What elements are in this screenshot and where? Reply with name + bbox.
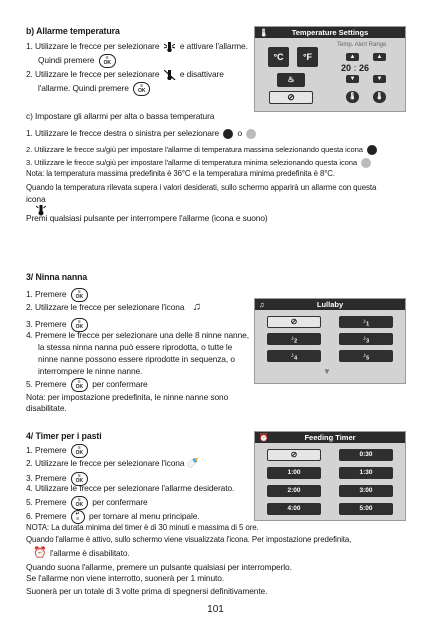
fahrenheit-button[interactable]: °F [297,47,318,67]
section-c-para2: icona [26,194,46,204]
alarm-clock-icon: ⏰ [33,547,47,559]
music-note-icon: ♫ [259,300,265,309]
ok-icon: ≡ OK [71,288,88,302]
section-4-line1: 1. Premere ≡ OK [26,444,90,458]
timer-off-button[interactable]: ⊘ [267,449,321,461]
scroll-down-arrow-icon[interactable]: ▼ [323,367,331,376]
ok-icon: ≡ OK [71,444,88,458]
disable-alarm-button[interactable]: ⊘ [269,91,313,104]
section-3-line4d: interrompere le ninne nanne. [38,366,143,376]
section-3-heading: 3/ Ninna nanna [26,272,88,282]
section-4-note5: Se l'allarme non viene interrotto, suonerà per 1 minuto. [26,573,225,583]
low-temp-icon [361,158,371,168]
section-3-line4c: ninne nanne possono essere riprodotte in sequenza, o [38,354,235,364]
section-4-line6: 6. Premere ↵ ≡ per tornare al menu principale. [26,511,200,522]
section-3-note1: Nota: per impostazione predefinita, le ninne nanne sono [26,392,229,402]
section-3-line2: 2. Utilizzare le frecce per selezionare l'icona ♫ [26,301,201,313]
timer-option-3-00[interactable]: 3:00 [339,485,393,497]
min-up-arrow[interactable]: ▲ [346,53,359,61]
section-c-line1: 1. Utilizzare le frecce destra o sinistra per selezionare o [26,128,258,139]
temperature-settings-title: 🌡 Temperature Settings [255,27,405,38]
section-4-note6: Suonerà per un totale di 3 volte prima di spegnersi definitivamente. [26,586,268,596]
ok-icon: ≡ OK [99,54,116,68]
section-3-note2: disabilitate. [26,403,67,413]
low-temp-icon[interactable]: 🌡 [373,91,386,103]
min-down-arrow[interactable]: ▼ [346,75,359,83]
thermometer-alarm-off-icon [164,70,176,80]
section-c-line2: 2. Utilizzare le frecce su/giù per impostare l'allarme di temperatura massima selezionando questa icona [26,144,379,155]
timer-option-2-00[interactable]: 2:00 [267,485,321,497]
lullaby-track-4[interactable]: $♪_4$ [267,350,321,362]
section-4-line4: 4. Utilizzare le frecce per selezionare l'allarme desiderato. [26,483,235,493]
lullaby-title: ♫ Lullaby [255,299,405,310]
section-4-note4: Quando suona l'allarme, premere un pulsante qualsiasi per interromperlo. [26,562,292,572]
ok-icon: ≡ OK [71,496,88,510]
section-c-heading: c) Impostare gli allarmi per alta o bassa temperatura [26,111,215,121]
ok-icon: ≡ OK [71,472,88,486]
section-4-line3: 3. Premere ≡ OK [26,472,90,486]
music-note-icon: ♫ [192,301,201,313]
alarm-clock-icon: ⏰ [259,433,269,442]
section-3-line1: 1. Premere ≡ OK [26,288,90,302]
section-3-line3: 3. Premere ≡ OK [26,318,90,332]
lullaby-track-3[interactable]: $♪_3$ [339,333,393,345]
max-up-arrow[interactable]: ▲ [373,53,386,61]
feeding-timer-title: ⏰ Feeding Timer [255,432,405,443]
section-b-line4: l'allarme. Quindi premere ≡ OK [38,82,152,96]
page-number: 101 [207,604,224,615]
timer-option-1-00[interactable]: 1:00 [267,467,321,479]
temp-alert-range-label: Temp. Alert Range [337,42,387,48]
section-c-note: Nota: la temperatura massima predefinita è 36°C e la temperatura minima predefinita è 8°C. [26,169,335,178]
section-4-line2: 2. Utilizzare le frecce per selezionare l'icona 🍼 [26,458,200,469]
section-c-para3: Premi qualsiasi pulsante per interrompere l'allarme (icona e suono) [26,213,268,223]
section-4-heading: 4/ Timer per i pasti [26,431,102,441]
ok-icon: ≡ OK [71,378,88,392]
thermometer-icon: 🌡 [259,28,269,37]
timer-option-0-30[interactable]: 0:30 [339,449,393,461]
section-3-line5: 5. Premere ≡ OK per confermare [26,379,148,390]
timer-option-5-00[interactable]: 5:00 [339,503,393,515]
low-temp-icon [246,129,256,139]
max-temp-value: 26 [359,63,370,73]
high-temp-icon[interactable]: 🌡 [346,91,359,103]
section-b-line3: 2. Utilizzare le frecce per selezionare e disattivare [26,69,224,79]
section-4-note3: l'allarme è disabilitato. [50,548,130,558]
section-4-line5: 5. Premere ≡ OK per confermare [26,497,148,508]
min-temp-value: 20 [341,63,352,73]
section-b-line2: Quindi premere ≡ OK [38,54,118,68]
temperature-settings-panel [254,26,406,112]
feeding-timer-panel [254,431,406,521]
section-c-para1: Quando la temperatura rilevata supera i valori desiderati, sullo schermo apparirà un allarme con questa [26,183,377,192]
section-3-line4b: la stessa ninna nanna può essere riprodotta, o tutte le [38,342,233,352]
lullaby-track-5[interactable]: $♪_5$ [339,350,393,362]
max-down-arrow[interactable]: ▼ [373,75,386,83]
section-4-note2: Quando l'allarme è attivo, sullo schermo viene visualizzata l'icona. Per impostazione predefinita, [26,535,352,544]
celsius-button[interactable]: °C [268,47,289,67]
ok-icon: ≡ OK [71,318,88,332]
lullaby-track-2[interactable]: $♪_2$ [267,333,321,345]
section-b-line1: 1. Utilizzare le frecce per selezionare e attivare l'allarme. [26,41,248,51]
high-temp-icon [367,145,377,155]
section-4-note1: NOTA: La durata minima del timer è di 30 minuti e massima di 5 ore. [26,523,259,532]
alarm-toggle-icon-button[interactable]: ♨ [277,73,305,87]
lullaby-off-button[interactable]: ⊘ [267,316,321,328]
high-temp-icon [223,129,233,139]
lullaby-panel [254,298,406,384]
back-button-icon: ↵ ≡ [71,510,85,524]
section-c-line3: 3. Utilizzare le frecce su/giù per impostare l'allarme di temperatura minima selezionando questa icona [26,157,373,168]
lullaby-track-1[interactable]: $♪_1$ [339,316,393,328]
section-b-heading: b) Allarme temperatura [26,26,120,36]
thermometer-alarm-on-icon [164,42,176,52]
section-3-line4a: 4. Premere le frecce per selezionare una delle 8 ninne nanne, [26,330,249,340]
timer-option-1-30[interactable]: 1:30 [339,467,393,479]
feeding-bottle-icon: 🍼 [186,458,200,469]
temp-range-readout: 20 : 26 [341,63,370,73]
ok-icon: ≡ OK [133,82,150,96]
timer-option-4-00[interactable]: 4:00 [267,503,321,515]
